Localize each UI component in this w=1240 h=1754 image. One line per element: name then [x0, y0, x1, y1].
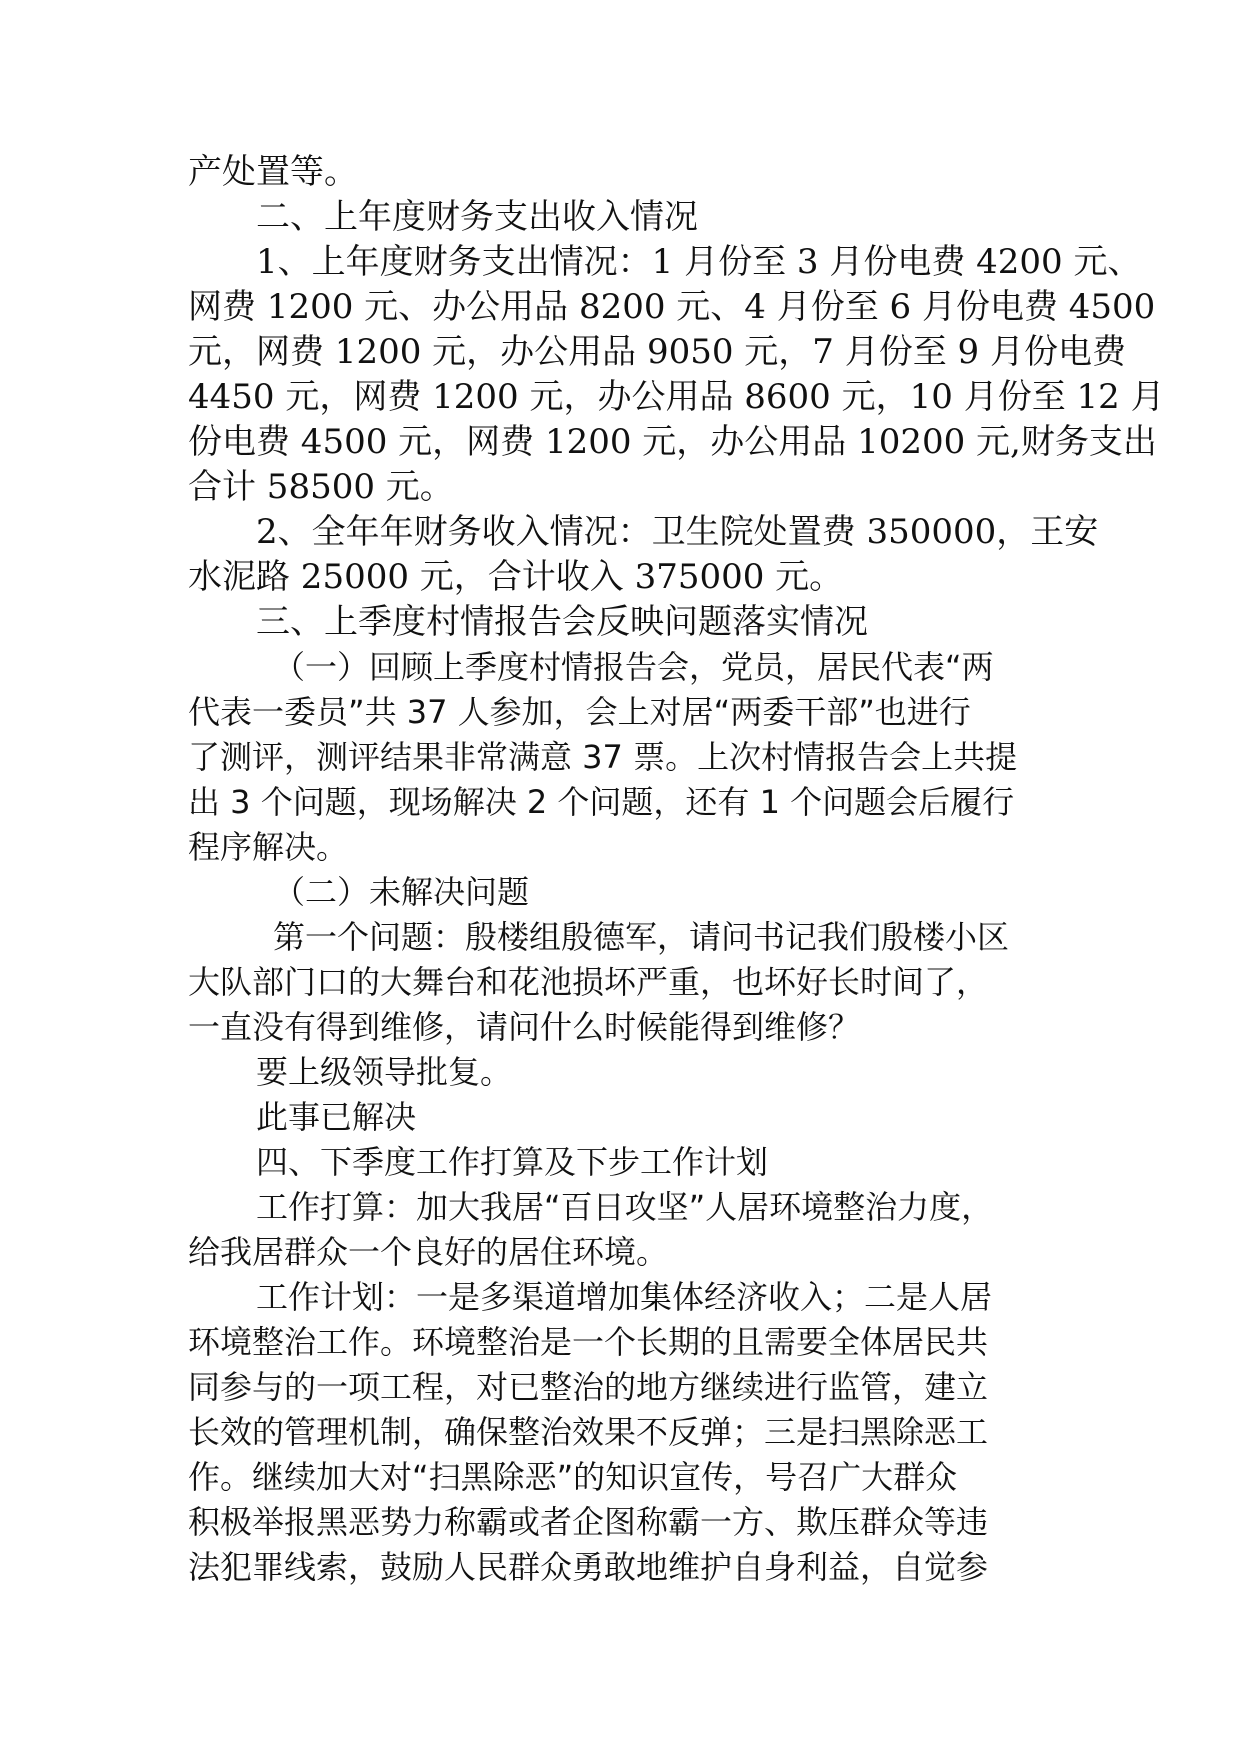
- text-line: 工作计划：一是多渠道增加集体经济收入；二是人居: [256, 1278, 993, 1316]
- text-line: 元，网费 1200 元，办公用品 9050 元，7 月份至 9 月份电费: [188, 332, 1126, 372]
- text-line: 1、上年度财务支出情况：1 月份至 3 月份电费 4200 元、: [256, 242, 1142, 282]
- text-line: 大队部门口的大舞台和花池损坏严重，也坏好长时间了，: [188, 963, 989, 1001]
- text-line: 水泥路 25000 元，合计收入 375000 元。: [188, 557, 844, 597]
- text-line: 工作打算：加大我居“百日攻坚”人居环境整治力度，: [256, 1188, 994, 1226]
- text-line: 要上级领导批复。: [256, 1053, 513, 1091]
- text-line: 合计 58500 元。: [188, 467, 454, 507]
- text-line: 一直没有得到维修，请问什么时候能得到维修？: [188, 1008, 861, 1046]
- text-line: 环境整治工作。环境整治是一个长期的且需要全体居民共: [188, 1323, 989, 1361]
- text-line: 同参与的一项工程，对已整治的地方继续进行监管，建立: [188, 1368, 989, 1406]
- text-line: 份电费 4500 元，网费 1200 元，办公用品 10200 元,财务支出: [188, 422, 1157, 462]
- text-line: 给我居群众一个良好的居住环境。: [188, 1233, 669, 1271]
- text-line: 长效的管理机制，确保整治效果不反弹；三是扫黑除恶工: [188, 1413, 989, 1451]
- text-line: 2、全年年财务收入情况：卫生院处置费 350000，王安: [256, 512, 1099, 552]
- section-heading: 三、上季度村情报告会反映问题落实情况: [256, 602, 868, 642]
- text-line: （一）回顾上季度村情报告会，党员，居民代表“两: [273, 648, 994, 686]
- text-line: 此事已解决: [256, 1098, 417, 1136]
- text-line: 4450 元，网费 1200 元，办公用品 8600 元，10 月份至 12 月: [188, 377, 1165, 417]
- text-line: 积极举报黑恶势力称霸或者企图称霸一方、欺压群众等违: [188, 1503, 989, 1541]
- text-line: 产处置等。: [188, 152, 358, 192]
- text-line: 作。继续加大对“扫黑除恶”的知识宣传，号召广大群众: [188, 1458, 958, 1496]
- text-line: 程序解决。: [188, 828, 349, 866]
- text-line: 了测评，测评结果非常满意 37 票。上次村情报告会上共提: [188, 738, 1018, 776]
- text-line: 出 3 个问题，现场解决 2 个问题，还有 1 个问题会后履行: [188, 783, 1015, 821]
- section-heading: 二、上年度财务支出收入情况: [256, 197, 698, 237]
- document-body: [188, 150, 1165, 1590]
- text-line: 第一个问题：殷楼组殷德军，请问书记我们殷楼小区: [273, 918, 1010, 956]
- subsection-heading: （二）未解决问题: [273, 873, 530, 911]
- text-line: 代表一委员”共 37 人参加，会上对居“两委干部”也进行: [188, 693, 971, 731]
- text-line: 网费 1200 元、办公用品 8200 元、4 月份至 6 月份电费 4500: [188, 287, 1156, 327]
- text-line: 法犯罪线索，鼓励人民群众勇敢地维护自身利益，自觉参: [188, 1548, 989, 1586]
- section-heading: 四、下季度工作打算及下步工作计划: [256, 1143, 769, 1181]
